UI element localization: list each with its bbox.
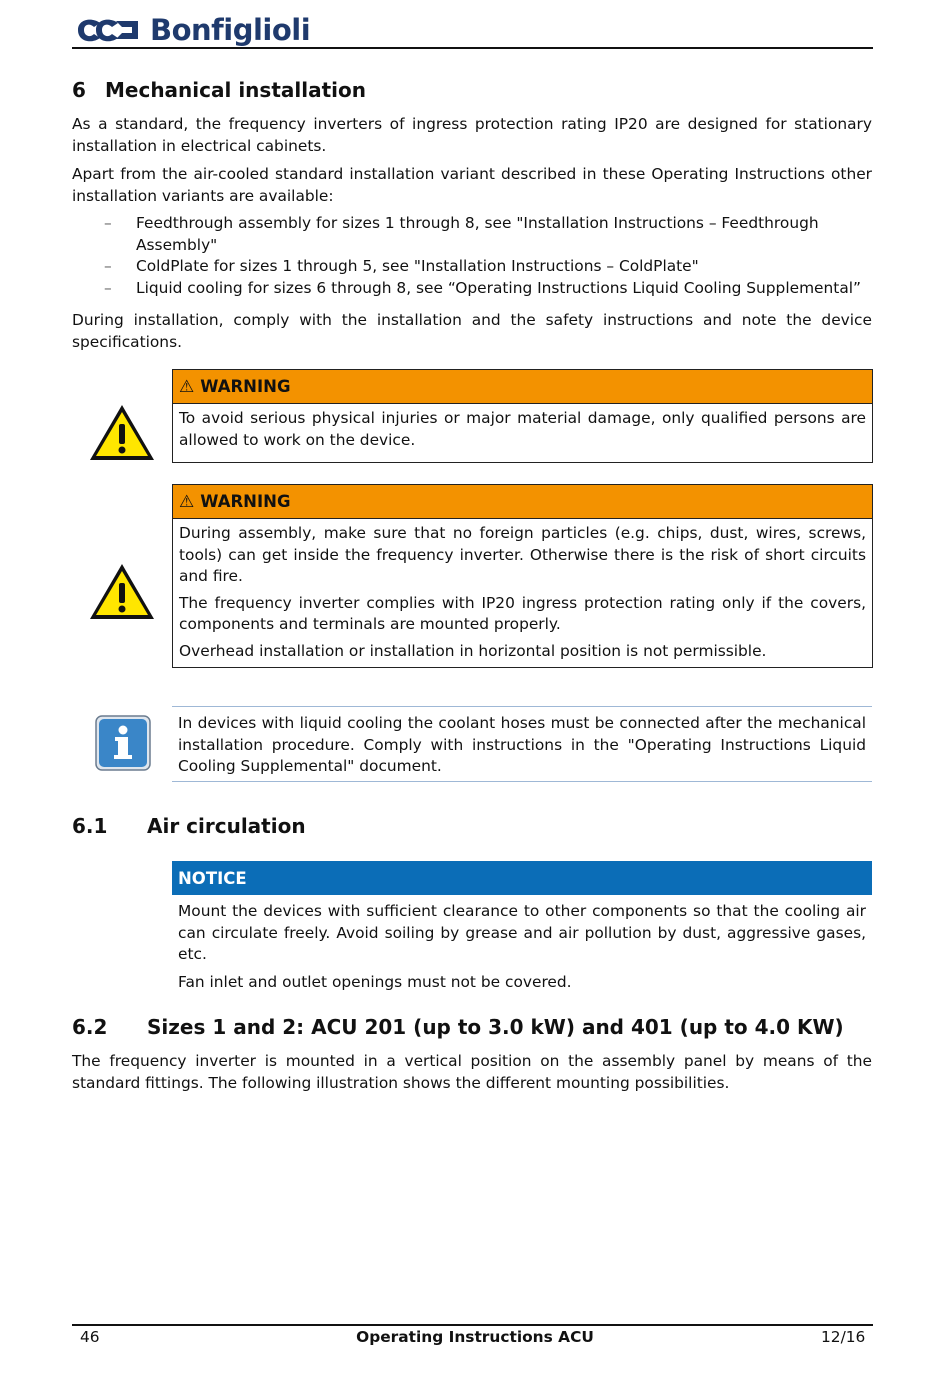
section-title: Mechanical installation bbox=[105, 78, 366, 102]
warning-text: The frequency inverter complies with IP20 ingress protection rating only if the covers, components and terminals are mounted properly. bbox=[179, 593, 866, 633]
intro-paragraph-3: During installation, comply with the installation and the safety instructions and note the device specifications. bbox=[72, 311, 872, 351]
warning-text: During assembly, make sure that no foreign particles (e.g. chips, dust, wires, screws, tools) can get inside the frequency inverter. Otherwise there is the risk of short circuits and fire. bbox=[179, 524, 866, 585]
footer-rule bbox=[72, 1324, 873, 1326]
subsection-number: 6.1 bbox=[72, 814, 108, 838]
installation-variants-list bbox=[104, 213, 874, 299]
list-item-text: Feedthrough assembly for sizes 1 through 8, see "Installation Instructions – Feedthrough Assembly" bbox=[136, 214, 819, 254]
notice-body bbox=[172, 895, 872, 993]
subsection-title: Air circulation bbox=[147, 814, 306, 838]
warning-triangle-icon bbox=[88, 561, 156, 621]
warning-sign-icon: ⚠ bbox=[179, 376, 195, 397]
footer-date: 12/16 bbox=[821, 1328, 866, 1346]
info-box bbox=[172, 706, 872, 782]
brand-name: Bonfiglioli bbox=[150, 13, 311, 47]
bonfiglioli-logo-icon bbox=[72, 13, 144, 47]
notice-text: Fan inlet and outlet openings must not be covered. bbox=[178, 972, 572, 991]
warning-text: To avoid serious physical injuries or major material damage, only qualified persons are allowed to work on the device. bbox=[179, 409, 866, 449]
warning-header bbox=[173, 370, 872, 404]
warning-heading: WARNING bbox=[200, 377, 291, 396]
warning-triangle-icon bbox=[88, 402, 156, 462]
list-item-text: Liquid cooling for sizes 6 through 8, see “Operating Instructions Liquid Cooling Supplemental” bbox=[136, 278, 861, 297]
info-text: In devices with liquid cooling the coolant hoses must be connected after the mechanical installation procedure. Comply with instructions in the "Operating Instructions Liquid Cooling Supplemental" document. bbox=[178, 714, 866, 775]
header-rule bbox=[72, 47, 873, 49]
list-item bbox=[104, 278, 874, 300]
list-item bbox=[104, 213, 874, 256]
warning-header bbox=[173, 485, 872, 519]
warning-body bbox=[173, 519, 872, 670]
warning-box-1 bbox=[172, 369, 873, 463]
subsection-heading-6-2 bbox=[72, 1015, 844, 1039]
warning-box-2 bbox=[172, 484, 873, 668]
warning-heading: WARNING bbox=[200, 492, 291, 511]
warning-text: Overhead installation or installation in horizontal position is not permissible. bbox=[179, 641, 767, 660]
subsection-title: Sizes 1 and 2: ACU 201 (up to 3.0 kW) and 401 (up to 4.0 KW) bbox=[147, 1015, 844, 1039]
notice-header: NOTICE bbox=[172, 861, 872, 895]
page-number: 46 bbox=[80, 1328, 100, 1346]
info-icon bbox=[95, 715, 151, 771]
brand-logo bbox=[72, 10, 310, 50]
footer-title: Operating Instructions ACU bbox=[356, 1328, 594, 1346]
list-dash: – bbox=[104, 214, 112, 232]
notice-text: Mount the devices with sufficient clearance to other components so that the cooling air can circulate freely. Avoid soiling by grease and air pollution by dust, aggressive gases, etc. bbox=[178, 902, 866, 963]
section-number: 6 bbox=[72, 78, 86, 102]
subsection-heading-6-1 bbox=[72, 814, 306, 838]
warning-body bbox=[173, 404, 872, 459]
subsection-paragraph: The frequency inverter is mounted in a vertical position on the assembly panel by means of the standard fittings. The following illustration shows the different mounting possibilities. bbox=[72, 1052, 872, 1092]
subsection-number: 6.2 bbox=[72, 1015, 108, 1039]
list-item bbox=[104, 256, 874, 278]
notice-box bbox=[172, 861, 872, 999]
list-dash: – bbox=[104, 278, 112, 297]
list-dash: – bbox=[104, 257, 112, 275]
list-item-text: ColdPlate for sizes 1 through 5, see "Installation Instructions – ColdPlate" bbox=[136, 257, 699, 275]
intro-paragraph-2: Apart from the air-cooled standard installation variant described in these Operating Instructions other installation variants are available: bbox=[72, 165, 872, 205]
intro-paragraph-1: As a standard, the frequency inverters of ingress protection rating IP20 are designed for stationary installation in electrical cabinets. bbox=[72, 115, 872, 155]
section-heading bbox=[72, 78, 366, 102]
warning-sign-icon: ⚠ bbox=[179, 491, 195, 512]
